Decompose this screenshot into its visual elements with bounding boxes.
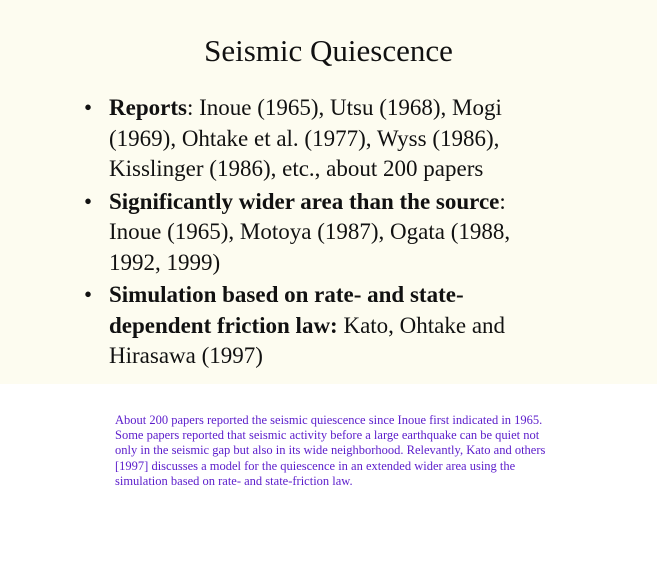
bullet-text: Kato, Ohtake and Hirasawa (1997): [109, 312, 506, 368]
bullet-heading: Significantly wider area than the source: [109, 188, 500, 214]
bullet-reports: [84, 93, 544, 185]
bullet-wider-area: [84, 187, 544, 279]
bullet-heading: Simulation based on rate- and state-dependent friction law:: [109, 282, 464, 338]
slide-title: Seismic Quiescence: [204, 33, 453, 68]
bullet-dot: •: [84, 188, 93, 214]
bullet-dot: •: [84, 95, 93, 120]
bullet-simulation: [84, 280, 544, 372]
bullet-text: : Inoue (1965), Utsu (1968), Mogi (1969), Ohtake et al. (1977), Wyss (1986), Kisslinger (1986), etc., about 200 papers: [109, 95, 502, 181]
bullet-text: : Inoue (1965), Motoya (1987), Ogata (1988, 1992, 1999): [109, 188, 511, 275]
slide-note: About 200 papers reported the seismic quiescence since Inoue first indicated in 1965. Some papers reported that seismic activity before a large earthquake can be quiet not only in the seismic gap but also in its wide neighborhood. Relevantly, Kato and others [1997] discusses a model for the quiescence in an extended wider area using the simulation based on rate- and state-friction law.: [115, 413, 546, 488]
bullet-list: [84, 93, 544, 372]
bullet-heading: Reports: [109, 95, 187, 120]
bullet-dot: •: [84, 282, 93, 307]
